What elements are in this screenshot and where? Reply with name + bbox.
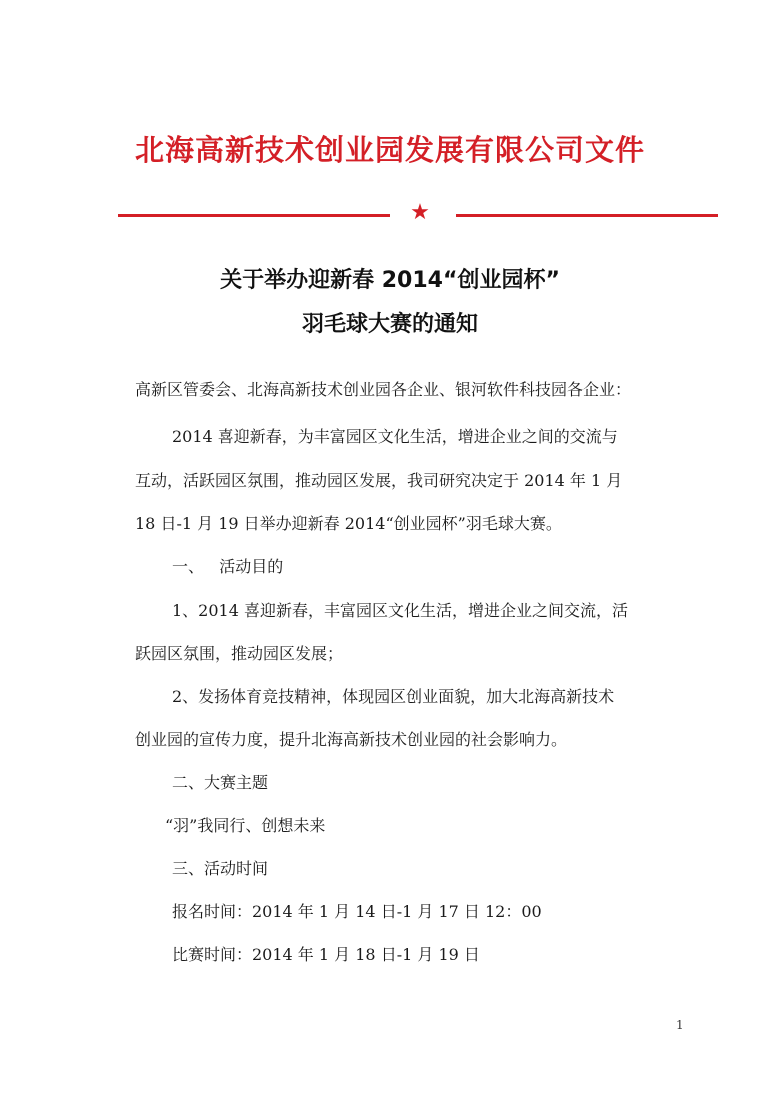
intro-line-3: 18 日-1 月 19 日举办迎新春 2014“创业园杯”羽毛球大赛。 [135, 514, 562, 533]
star-icon: ★ [410, 200, 430, 225]
notice-title-line-2: 羽毛球大赛的通知 [301, 312, 478, 337]
page-number: 1 [676, 1018, 684, 1032]
section-2-heading: 二、大赛主题 [172, 773, 269, 792]
section-1-item-1-line-1: 1、2014 喜迎新春，丰富园区文化生活，增进企业之间交流，活 [172, 601, 628, 620]
intro-line-2: 互动，活跃园区氛围，推动园区发展，我司研究决定于 2014 年 1 月 [135, 471, 623, 490]
issuer-header-title: 北海高新技术创业园发展有限公司文件 [134, 133, 645, 167]
registration-time: 报名时间：2014 年 1 月 14 日-1 月 17 日 12：00 [172, 902, 542, 921]
recipients-line: 高新区管委会、北海高新技术创业园各企业、银河软件科技园各企业： [135, 380, 632, 399]
competition-time: 比赛时间：2014 年 1 月 18 日-1 月 19 日 [172, 945, 480, 964]
section-1-item-2-line-1: 2、发扬体育竞技精神，体现园区创业面貌，加大北海高新技术 [172, 687, 615, 706]
section-1-heading: 一、 活动目的 [172, 557, 284, 576]
notice-title-line-1: 关于举办迎新春 2014“创业园杯” [220, 268, 560, 293]
section-1-item-1-line-2: 跃园区氛围，推动园区发展； [135, 644, 344, 663]
section-2-theme: “羽”我同行、创想未来 [165, 816, 326, 835]
section-1-item-2-line-2: 创业园的宣传力度，提升北海高新技术创业园的社会影响力。 [135, 730, 568, 749]
divider-line-right [456, 214, 718, 217]
header-divider [118, 200, 718, 225]
intro-line-1: 2014 喜迎新春，为丰富园区文化生活，增进企业之间的交流与 [172, 427, 618, 446]
divider-line-left [118, 214, 390, 217]
section-3-heading: 三、活动时间 [172, 859, 269, 878]
